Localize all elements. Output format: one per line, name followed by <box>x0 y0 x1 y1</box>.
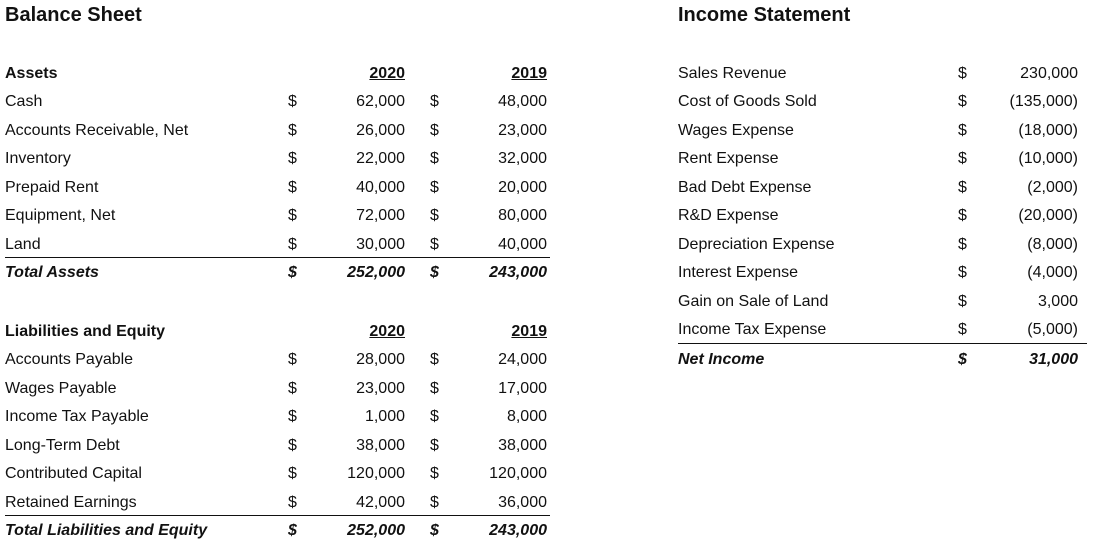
assets-year-2019: 2019 <box>511 65 547 82</box>
value-2020: 38,000 <box>356 437 405 454</box>
currency-symbol: $ <box>430 351 439 368</box>
total-liabilities-2020: 252,000 <box>347 522 405 539</box>
income-value: (2,000) <box>1027 179 1078 196</box>
income-value: (18,000) <box>1018 122 1078 139</box>
value-2020: 42,000 <box>356 494 405 511</box>
currency-symbol: $ <box>958 179 967 196</box>
row-label: Depreciation Expense <box>678 236 835 253</box>
currency-symbol: $ <box>958 150 967 167</box>
row-label: R&D Expense <box>678 207 779 224</box>
row-label: Retained Earnings <box>5 494 137 511</box>
value-2020: 40,000 <box>356 179 405 196</box>
value-2019: 38,000 <box>498 437 547 454</box>
total-assets-2019: 243,000 <box>489 264 547 281</box>
currency-symbol: $ <box>288 179 297 196</box>
currency-symbol: $ <box>288 465 297 482</box>
net-income-value: 31,000 <box>1029 351 1078 368</box>
currency-symbol: $ <box>430 465 439 482</box>
row-label: Gain on Sale of Land <box>678 293 829 310</box>
currency-symbol: $ <box>958 264 967 281</box>
row-label: Long-Term Debt <box>5 437 120 454</box>
net-income-label: Net Income <box>678 351 765 368</box>
currency-symbol: $ <box>958 207 967 224</box>
row-label: Income Tax Expense <box>678 321 827 338</box>
income-value: 230,000 <box>1020 65 1078 82</box>
total-assets-2020: 252,000 <box>347 264 405 281</box>
currency-symbol: $ <box>288 150 297 167</box>
row-label: Land <box>5 236 41 253</box>
row-label: Wages Payable <box>5 380 117 397</box>
liabilities-year-2020: 2020 <box>369 323 405 340</box>
value-2019: 17,000 <box>498 380 547 397</box>
row-label: Contributed Capital <box>5 465 142 482</box>
row-label: Income Tax Payable <box>5 408 149 425</box>
row-label: Inventory <box>5 150 71 167</box>
income-value: (20,000) <box>1018 207 1078 224</box>
currency-symbol: $ <box>430 207 439 224</box>
row-label: Rent Expense <box>678 150 779 167</box>
value-2019: 120,000 <box>489 465 547 482</box>
currency-symbol: $ <box>288 522 297 539</box>
value-2019: 48,000 <box>498 93 547 110</box>
currency-symbol: $ <box>288 408 297 425</box>
value-2019: 8,000 <box>506 408 547 425</box>
currency-symbol: $ <box>430 236 439 253</box>
currency-symbol: $ <box>288 122 297 139</box>
income-value: (10,000) <box>1018 150 1078 167</box>
currency-symbol: $ <box>958 65 967 82</box>
row-label: Wages Expense <box>678 122 794 139</box>
currency-symbol: $ <box>430 150 439 167</box>
currency-symbol: $ <box>288 437 297 454</box>
currency-symbol: $ <box>430 179 439 196</box>
currency-symbol: $ <box>288 207 297 224</box>
currency-symbol: $ <box>958 93 967 110</box>
currency-symbol: $ <box>430 122 439 139</box>
liabilities-total-rule <box>5 515 550 516</box>
currency-symbol: $ <box>958 293 967 310</box>
row-label: Bad Debt Expense <box>678 179 812 196</box>
currency-symbol: $ <box>288 93 297 110</box>
total-assets-label: Total Assets <box>5 264 99 281</box>
value-2020: 23,000 <box>356 380 405 397</box>
income-value: 3,000 <box>1037 293 1078 310</box>
currency-symbol: $ <box>958 122 967 139</box>
assets-year-2020: 2020 <box>369 65 405 82</box>
currency-symbol: $ <box>430 522 439 539</box>
value-2020: 30,000 <box>356 236 405 253</box>
currency-symbol: $ <box>288 236 297 253</box>
value-2019: 40,000 <box>498 236 547 253</box>
income-value: (135,000) <box>1009 93 1078 110</box>
liabilities-year-2019: 2019 <box>511 323 547 340</box>
value-2019: 20,000 <box>498 179 547 196</box>
value-2020: 22,000 <box>356 150 405 167</box>
currency-symbol: $ <box>430 408 439 425</box>
row-label: Prepaid Rent <box>5 179 99 196</box>
currency-symbol: $ <box>288 351 297 368</box>
currency-symbol: $ <box>288 380 297 397</box>
currency-symbol: $ <box>430 380 439 397</box>
income-value: (4,000) <box>1027 264 1078 281</box>
currency-symbol: $ <box>430 437 439 454</box>
row-label: Accounts Receivable, Net <box>5 122 189 139</box>
total-liabilities-label: Total Liabilities and Equity <box>5 522 208 539</box>
value-2019: 80,000 <box>498 207 547 224</box>
currency-symbol: $ <box>430 494 439 511</box>
value-2019: 24,000 <box>498 351 547 368</box>
income-statement-title: Income Statement <box>678 4 851 26</box>
row-label: Equipment, Net <box>5 207 116 224</box>
value-2020: 26,000 <box>356 122 405 139</box>
liabilities-header: Liabilities and Equity <box>5 323 166 340</box>
currency-symbol: $ <box>288 264 297 281</box>
value-2020: 28,000 <box>356 351 405 368</box>
row-label: Cost of Goods Sold <box>678 93 817 110</box>
net-income-rule <box>678 343 1087 344</box>
currency-symbol: $ <box>958 351 967 368</box>
balance-sheet-title: Balance Sheet <box>5 4 142 26</box>
row-label: Interest Expense <box>678 264 799 281</box>
currency-symbol: $ <box>288 494 297 511</box>
currency-symbol: $ <box>958 236 967 253</box>
currency-symbol: $ <box>958 321 967 338</box>
currency-symbol: $ <box>430 93 439 110</box>
value-2019: 32,000 <box>498 150 547 167</box>
value-2019: 36,000 <box>498 494 547 511</box>
value-2020: 120,000 <box>347 465 405 482</box>
income-value: (5,000) <box>1027 321 1078 338</box>
row-label: Sales Revenue <box>678 65 787 82</box>
value-2020: 62,000 <box>356 93 405 110</box>
total-liabilities-2019: 243,000 <box>489 522 547 539</box>
row-label: Accounts Payable <box>5 351 134 368</box>
assets-header: Assets <box>5 65 58 82</box>
row-label: Cash <box>5 93 43 110</box>
assets-total-rule <box>5 257 550 258</box>
value-2020: 1,000 <box>364 408 405 425</box>
value-2019: 23,000 <box>498 122 547 139</box>
currency-symbol: $ <box>430 264 439 281</box>
value-2020: 72,000 <box>356 207 405 224</box>
income-value: (8,000) <box>1027 236 1078 253</box>
